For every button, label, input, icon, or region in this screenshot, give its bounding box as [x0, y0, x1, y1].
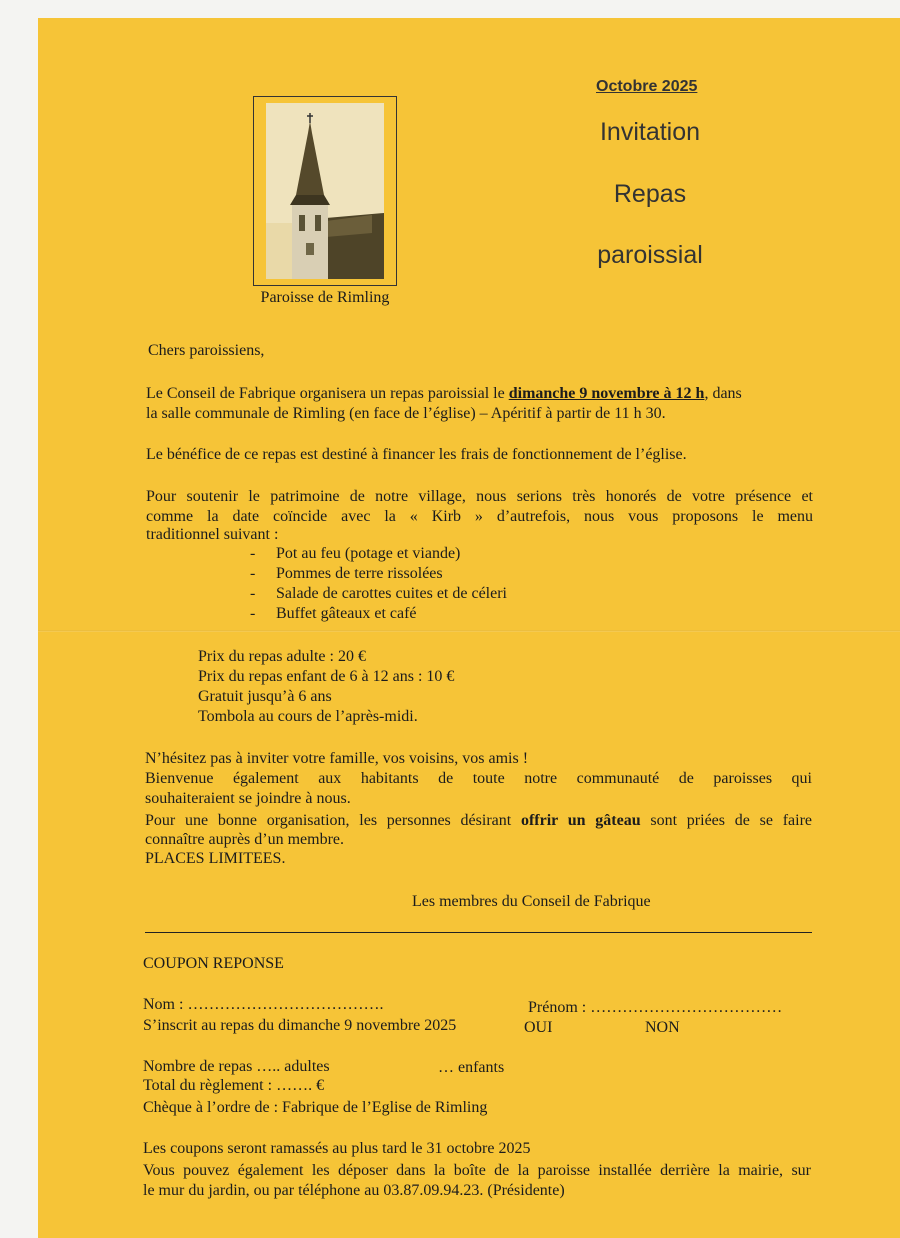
- title-line-1: Invitation: [599, 118, 701, 146]
- title-line-2: Repas: [613, 180, 687, 208]
- image-caption: Paroisse de Rimling: [260, 289, 390, 306]
- collect-line: Les coupons seront ramassés au plus tard le 31 octobre 2025: [143, 1140, 531, 1157]
- greeting: Chers paroissiens,: [148, 342, 265, 359]
- list-item: - Salade de carottes cuites et de céleri: [250, 585, 507, 602]
- yes-option[interactable]: OUI: [524, 1019, 553, 1036]
- event-date: dimanche 9 novembre à 12 h: [508, 385, 705, 402]
- firstname-field[interactable]: Prénom : ………………………………: [528, 999, 783, 1016]
- paragraph-1-line-2: la salle communale de Rimling (en face de l’église) – Apéritif à partir de 11 h 30.: [146, 405, 666, 422]
- offer-cake: offrir un gâteau: [520, 812, 641, 829]
- church-steeple-icon: [266, 103, 384, 279]
- coupon-title: COUPON REPONSE: [143, 955, 284, 972]
- list-item: - Pot au feu (potage et viande): [250, 545, 461, 562]
- yellow-flyer: [38, 18, 900, 1238]
- signature: Les membres du Conseil de Fabrique: [412, 893, 651, 910]
- places-limited: PLACES LIMITEES.: [145, 850, 286, 867]
- name-field[interactable]: Nom : ……………………………….: [143, 996, 384, 1013]
- welcome-line-2: souhaiteraient se joindre à nous.: [145, 790, 351, 807]
- tombola: Tombola au cours de l’après-midi.: [198, 708, 418, 725]
- organisation-line-2: connaître auprès d’un membre.: [145, 831, 345, 848]
- separator-line: [145, 932, 812, 933]
- paragraph-3-line-2: comme la date coïncide avec la « Kirb » d’autrefois, nous vous proposons le menu: [146, 508, 813, 525]
- paragraph-3-line-1: Pour soutenir le patrimoine de notre village, nous serions très honorés de votre présence et: [146, 488, 813, 505]
- adults-count-field[interactable]: Nombre de repas ….. adultes: [143, 1058, 330, 1075]
- list-item: - Buffet gâteaux et café: [250, 605, 417, 622]
- deposit-line-2: le mur du jardin, ou par téléphone au 03.87.09.94.23. (Présidente): [143, 1182, 565, 1199]
- paragraph-3-line-3: traditionnel suivant :: [146, 526, 279, 543]
- paragraph-1-line-1: Le Conseil de Fabrique organisera un repas paroissial le dimanche 9 novembre à 12 h, dans: [146, 385, 742, 402]
- invite-line: N’hésitez pas à inviter votre famille, vos voisins, vos amis !: [145, 750, 529, 767]
- welcome-line-1: Bienvenue également aux habitants de toute notre communauté de paroisses qui: [145, 770, 812, 787]
- deposit-line-1: Vous pouvez également les déposer dans la boîte de la paroisse installée derrière la mairie, sur: [143, 1162, 811, 1179]
- total-field[interactable]: Total du règlement : ……. €: [143, 1077, 325, 1094]
- list-item: - Pommes de terre rissolées: [250, 565, 443, 582]
- children-count-field[interactable]: … enfants: [438, 1059, 505, 1076]
- price-adult: Prix du repas adulte : 20 €: [198, 648, 366, 665]
- paragraph-2: Le bénéfice de ce repas est destiné à financer les frais de fonctionnement de l’église.: [146, 446, 687, 463]
- free-under-6: Gratuit jusqu’à 6 ans: [198, 688, 332, 705]
- date-heading: Octobre 2025: [596, 78, 698, 95]
- organisation-line-1: Pour une bonne organisation, les personnes désirant offrir un gâteau sont priées de se faire: [145, 812, 813, 829]
- title-line-3: paroissial: [597, 241, 703, 269]
- menu-list: [250, 544, 507, 624]
- no-option[interactable]: NON: [645, 1019, 680, 1036]
- cheque-line: Chèque à l’ordre de : Fabrique de l’Eglise de Rimling: [143, 1099, 488, 1116]
- church-photo: [253, 96, 397, 286]
- price-child: Prix du repas enfant de 6 à 12 ans : 10 €: [198, 668, 455, 685]
- registration-line: S’inscrit au repas du dimanche 9 novembre 2025: [143, 1017, 457, 1034]
